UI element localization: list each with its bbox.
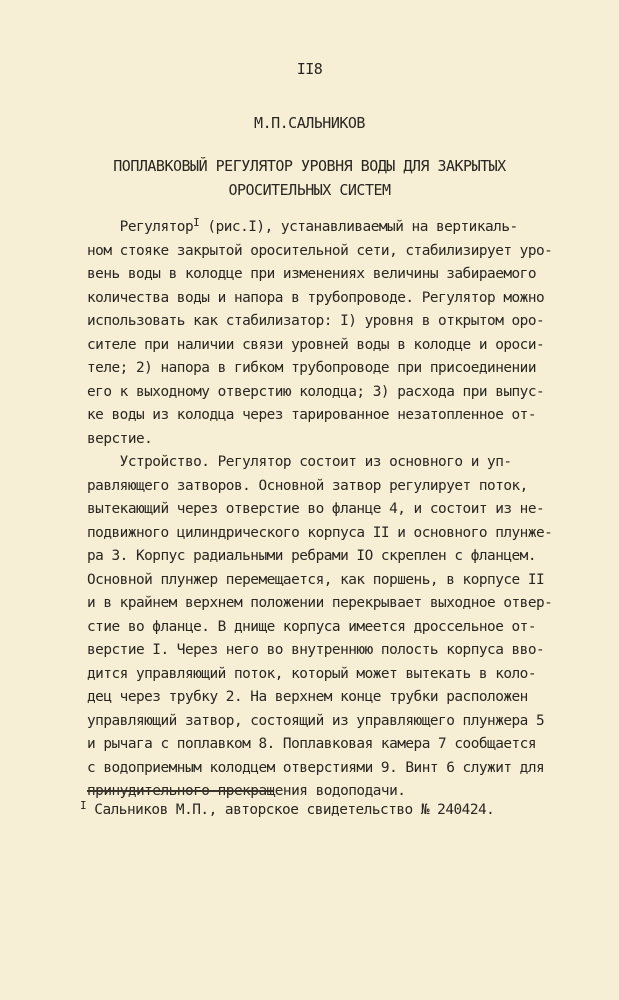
- body-line: его к выходному отверстию колодца; 3) расхода при выпус-: [87, 383, 545, 400]
- body-line: и рычага с поплавком 8. Поплавковая камера 7 сообщается: [87, 736, 537, 752]
- body-line: стие во фланце. В днище корпуса имеется дроссельное от-: [87, 618, 537, 635]
- body-line: ра 3. Корпус радиальными ребрами IO скреплен с фланцем.: [87, 548, 537, 564]
- body-line: использовать как стабилизатор: I) уровня в открытом оро-: [87, 313, 545, 329]
- body-line: вень воды в колодце при изменениях величины забираемого: [87, 266, 537, 282]
- body-line: ке воды из колодца через тарированное незатопленное от-: [87, 407, 537, 423]
- body-text: (рис.I), устанавливаемый на вертикаль-: [199, 219, 518, 235]
- body-line: [87, 216, 607, 240]
- author-name: М.П.САЛЬНИКОВ: [254, 114, 365, 132]
- body-line: Основной плунжер перемещается, как поршень, в корпусе II: [87, 571, 545, 588]
- body-line: сителе при наличии связи уровней воды в колодце и ороси-: [87, 336, 545, 353]
- title-line: ОРОСИТЕЛЬНЫХ СИСТЕМ: [228, 181, 391, 199]
- paragraph-intro: [87, 216, 607, 451]
- body-line: ном стояке закрытой оросительной сети, стабилизирует уро-: [87, 242, 553, 259]
- body-line: вытекающий через отверстие во фланце 4, и состоит из не-: [87, 501, 545, 517]
- body-line: Устройство. Регулятор состоит из основного и уп-: [87, 454, 512, 470]
- footnote-text: Сальников М.П., авторское свидетельство № 240424.: [86, 802, 495, 818]
- body-text: Регулятор: [87, 219, 194, 235]
- body-line: дится управляющий поток, который может вытекать в коло-: [87, 665, 537, 682]
- body-line: теле; 2) напора в гибком трубопроводе при присоединении: [87, 360, 537, 376]
- body-line: принудительного прекращения водоподачи.: [87, 783, 406, 799]
- body-line: количества воды и напора в трубопроводе. Регулятор можно: [87, 289, 545, 306]
- body-line: верстие I. Через него во внутреннюю полость корпуса вво-: [87, 642, 545, 658]
- body-line: дец через трубку 2. На верхнем конце трубки расположен: [87, 689, 528, 705]
- body-line: управляющий затвор, состоящий из управляющего плунжера 5: [87, 712, 545, 729]
- body-line: подвижного цилиндрического корпуса II и основного плунже-: [87, 524, 553, 541]
- page-number: II8: [296, 60, 323, 78]
- body-line: равляющего затворов. Основной затвор регулирует поток,: [87, 477, 528, 494]
- footnote-reference: I: [193, 216, 200, 229]
- body-line: с водоприемным колодцем отверстиями 9. Винт 6 служит для: [87, 759, 545, 776]
- paragraph-device: [87, 451, 607, 804]
- title-line: ПОПЛАВКОВЫЙ РЕГУЛЯТОР УРОВНЯ ВОДЫ ДЛЯ ЗАКРЫТЫХ: [113, 157, 506, 175]
- body-line: верстие.: [87, 430, 153, 447]
- article-body: [87, 216, 607, 804]
- article-title: [0, 154, 619, 202]
- footnote-mark: I: [80, 799, 87, 812]
- footnote: [80, 799, 495, 818]
- footnote-divider: [87, 790, 273, 792]
- body-line: и в крайнем верхнем положении перекрывает выходное отвер-: [87, 595, 553, 611]
